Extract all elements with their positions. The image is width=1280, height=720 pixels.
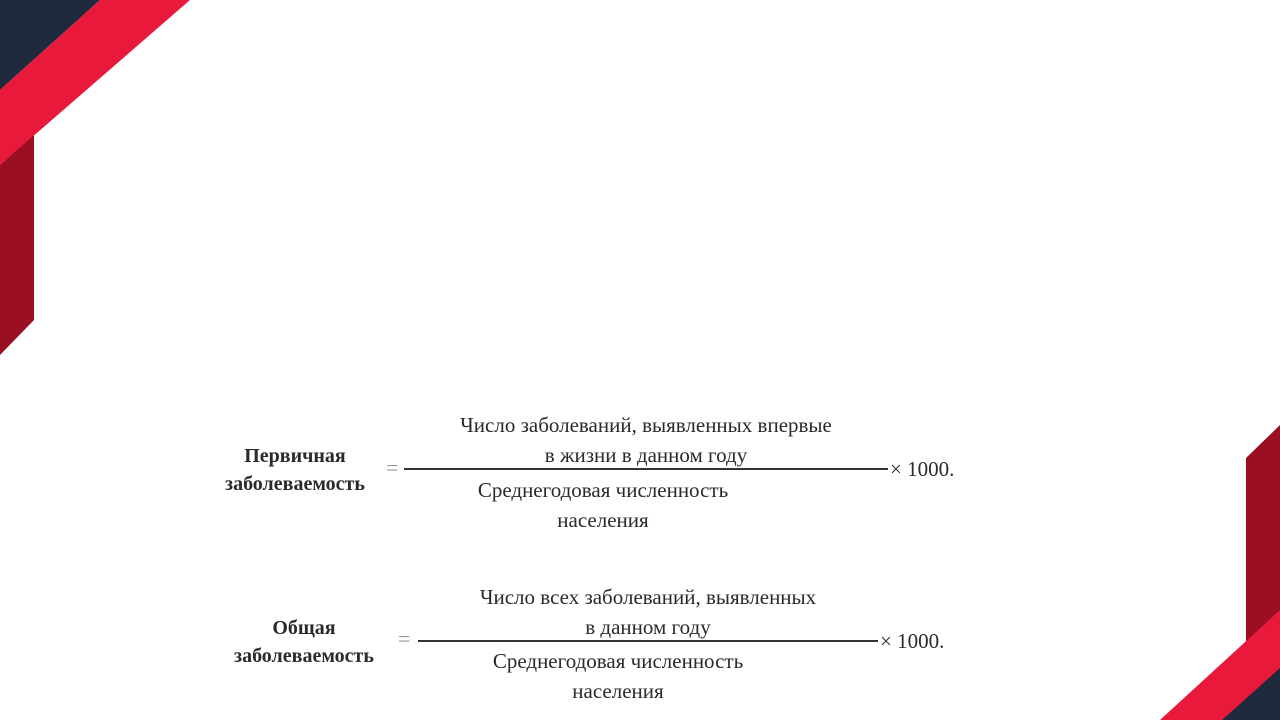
fraction-line — [418, 640, 878, 642]
equals-sign: = — [386, 455, 399, 480]
formula-term — [202, 442, 388, 498]
denominator-line-1: Среднегодовая численность — [477, 478, 729, 502]
fraction-line — [404, 468, 888, 470]
formula-term — [210, 614, 398, 670]
denominator-line-2: населения — [572, 679, 664, 703]
term-line-2: заболеваемость — [234, 645, 374, 667]
term-line-1: Первичная — [244, 445, 346, 467]
denominator — [404, 475, 888, 535]
numerator — [418, 582, 878, 642]
corner-dark-red-shape — [0, 135, 34, 355]
term-line-2: заболеваемость — [225, 473, 365, 495]
multiplier: × 1000. — [890, 457, 955, 481]
numerator — [404, 410, 888, 470]
term-line-1: Общая — [272, 617, 336, 639]
numerator-line-2: в данном году — [585, 615, 711, 639]
denominator — [418, 646, 878, 706]
numerator-line-2: в жизни в данном году — [544, 443, 748, 467]
denominator-line-1: Среднегодовая численность — [492, 649, 744, 673]
equals-sign: = — [398, 626, 411, 651]
numerator-line-1: Число заболеваний, выявленных впервые — [460, 413, 832, 437]
multiplier: × 1000. — [880, 629, 945, 653]
numerator-line-1: Число всех заболеваний, выявленных — [479, 585, 817, 609]
denominator-line-2: населения — [557, 508, 649, 532]
